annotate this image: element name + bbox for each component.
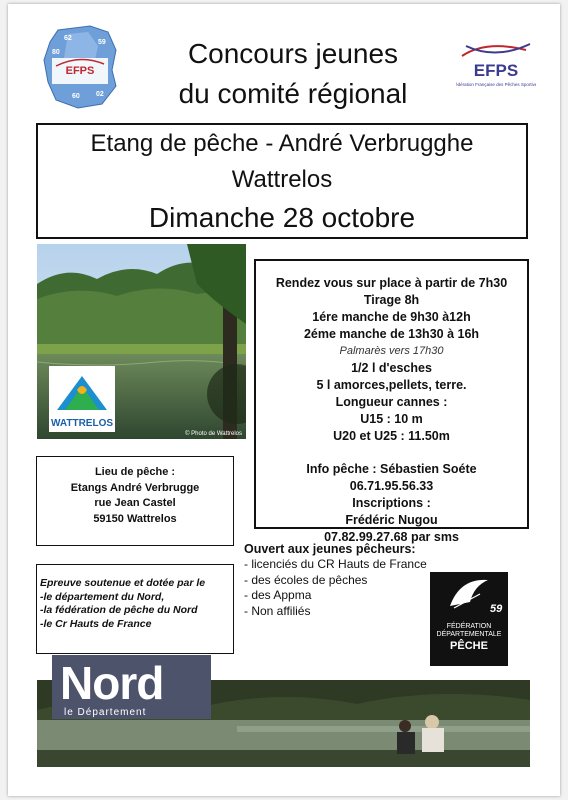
- svg-text:02: 02: [96, 91, 104, 98]
- schedule-line: 5 l amorces,pellets, terre.: [316, 378, 467, 392]
- location-heading: Lieu de pêche :: [94, 466, 176, 478]
- eligibility-item: - des Appma: [244, 588, 312, 602]
- schedule-line: 1/2 l d'esches: [351, 361, 432, 375]
- location-box: [36, 456, 234, 546]
- fdp-line: PÊCHE: [450, 640, 488, 652]
- svg-text:Fédération Française des Pêche: Fédération Française des Pêches Sportives: [456, 82, 536, 87]
- venue-name: Etang de pêche - André Verbrugghe: [90, 130, 474, 157]
- eligibility-title: Ouvert aux jeunes pêcheurs:: [244, 542, 416, 556]
- location-line: 59150 Wattrelos: [93, 512, 177, 525]
- pond-photo: [37, 244, 246, 439]
- svg-text:59: 59: [490, 603, 503, 615]
- event-date: Dimanche 28 octobre: [148, 202, 416, 233]
- svg-text:EFPS: EFPS: [65, 65, 95, 77]
- title-line-2: du comité régional: [178, 78, 408, 109]
- fdp-line: DÉPARTEMENTALE: [436, 631, 502, 638]
- venue-box: [36, 123, 528, 239]
- schedule-line: U20 et U25 : 11.50m: [333, 429, 450, 443]
- efps-logo: [456, 34, 536, 94]
- photo-credit: © Photo de Wattrelos: [185, 431, 242, 437]
- svg-text:59: 59: [98, 39, 106, 46]
- schedule-line: Longueur cannes :: [335, 395, 448, 409]
- schedule-line: U15 : 10 m: [360, 412, 423, 426]
- location-line: rue Jean Castel: [94, 497, 176, 509]
- nord-word: Nord: [60, 657, 164, 709]
- eligibility-item: - Non affiliés: [244, 603, 311, 618]
- svg-text:62: 62: [64, 35, 72, 42]
- schedule-line: 1ére manche de 9h30 à12h: [312, 310, 471, 324]
- schedule-box: [254, 259, 529, 544]
- svg-text:WATTRELOS: WATTRELOS: [50, 418, 114, 429]
- sponsors-line: -le Cr Hauts de France: [40, 617, 152, 630]
- eligibility: [244, 541, 444, 619]
- location-line: Etangs André Verbrugge: [70, 481, 200, 494]
- svg-text:60: 60: [72, 93, 80, 100]
- schedule-line: Palmarès vers 17h30: [339, 345, 444, 357]
- schedule-line: Frédéric Nugou: [345, 513, 438, 527]
- eligibility-item: - licenciés du CR Hauts de France: [244, 557, 427, 571]
- eligibility-item: - des écoles de pêches: [244, 572, 368, 587]
- schedule-line: Rendez vous sur place à partir de 7h30: [275, 276, 508, 290]
- poster: [8, 4, 560, 796]
- schedule-line: 07.82.99.27.68 par sms: [324, 530, 459, 544]
- schedule-line: 2éme manche de 13h30 à 16h: [303, 327, 480, 341]
- spacer: [256, 445, 527, 461]
- schedule-line: Info pêche : Sébastien Soéte: [306, 462, 477, 476]
- sponsors-box: [36, 564, 234, 654]
- sponsors-line: Epreuve soutenue et dotée par le: [40, 577, 206, 589]
- svg-text:EFPS: EFPS: [473, 61, 519, 80]
- poster-title: [158, 34, 428, 114]
- venue-city: Wattrelos: [231, 166, 333, 193]
- schedule-line: Tirage 8h: [363, 293, 420, 307]
- schedule-line: Inscriptions :: [352, 496, 431, 510]
- title-line-1: Concours jeunes: [187, 38, 399, 69]
- nord-departement-logo: [52, 655, 211, 719]
- fdp-line: FÉDÉRATION: [446, 623, 492, 630]
- svg-text:80: 80: [52, 49, 60, 56]
- sponsors-line: -la fédération de pêche du Nord: [40, 604, 198, 616]
- efps-region-logo: [38, 24, 122, 112]
- wattrelos-logo: [49, 366, 115, 432]
- federation-peche-logo: [430, 572, 508, 666]
- schedule-line: 06.71.95.56.33: [349, 479, 434, 493]
- sponsors-line: -le département du Nord,: [40, 590, 165, 603]
- nord-subtitle: le Département: [64, 707, 147, 718]
